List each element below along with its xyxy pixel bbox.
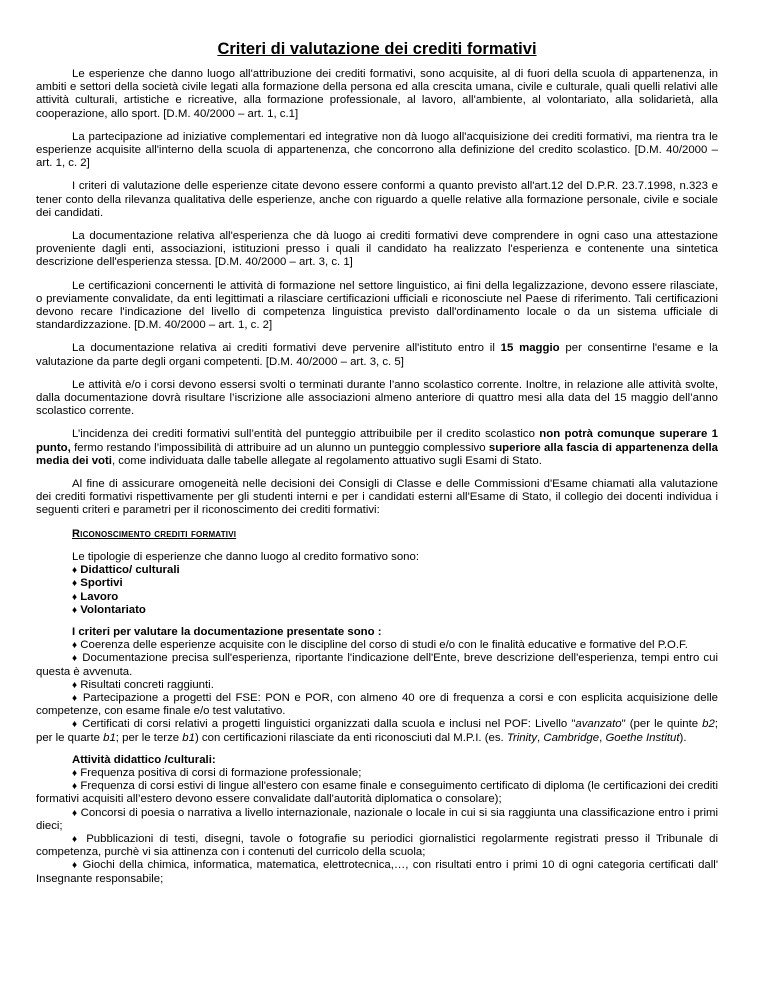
- criteria-item: [36, 652, 718, 678]
- activity-item: [36, 807, 718, 833]
- criteria-text: ).: [679, 731, 687, 744]
- activity-item: [36, 767, 718, 780]
- activity-text: Frequenza positiva di corsi di formazione professionale;: [80, 766, 362, 779]
- evaluation-criteria-list: [36, 626, 718, 745]
- criteria-heading: I criteri per valutare la documentazione presentate sono :: [72, 625, 382, 638]
- diamond-bullet-icon: ♦: [72, 719, 79, 731]
- document-title: Criteri di valutazione dei crediti formativi: [217, 40, 537, 58]
- experience-type-item: [72, 604, 718, 617]
- section-title-recognition: Riconoscimento crediti formativi: [72, 527, 237, 540]
- paragraph-credit-incidence: [36, 428, 718, 468]
- diamond-bullet-icon: ♦: [72, 767, 78, 779]
- incidence-band: superiore alla fascia di appartenenza della media dei voti: [36, 441, 718, 467]
- level-code: b1: [182, 731, 195, 744]
- incidence-text-1: L’incidenza dei crediti formativi sull’entità del punteggio attribuibile per il credito scolastico: [72, 428, 540, 441]
- activity-item: [36, 780, 718, 806]
- activity-text: Concorsi di poesia o narrativa a livello internazionale, nazionale o locale in cui si sia raggiunta una classificazione entro i primi dieci;: [36, 806, 718, 832]
- diamond-bullet-icon: ♦: [72, 860, 79, 872]
- activity-text: Pubblicazioni di testi, disegni, tavole o fotografie su periodici giornalistici regolarmente registrati presso il Tribunale di competenza, purchè vi sia attinenza con i contenuti del curricolo della scuola;: [36, 832, 718, 859]
- activities-heading: Attività didattico /culturali:: [72, 753, 216, 766]
- criteria-text: Coerenza delle esperienze acquisite con le discipline del corso di studi e/o con le finalità educative e formative del P.O.F.: [80, 639, 688, 652]
- criteria-text: ,: [599, 731, 606, 744]
- experience-type-item: [72, 564, 718, 577]
- deadline-text-before: La documentazione relativa ai crediti formativi deve pervenire all'istituto entro il: [72, 342, 501, 355]
- incidence-text-2: fermo restando l’impossibilità di attribuire ad un alunno un punteggio complessivo: [70, 441, 489, 454]
- experience-type-label: Sportivi: [80, 577, 123, 590]
- paragraph-complementary-initiatives: La partecipazione ad iniziative complementari ed integrative non dà luogo all'acquisizione dei crediti formativi, ma rientra tra le esperienze acquisite all'interno della scuola di appartenenza, che concorrono alla definizione del credito scolastico. [D.M. 40/2000 – art. 1, c. 2]: [36, 130, 718, 170]
- experience-types-intro: Le tipologie di esperienze che danno luogo al credito formativo sono:: [72, 550, 420, 563]
- level-name: avanzato: [575, 718, 622, 731]
- criteria-item: [36, 679, 718, 692]
- criteria-text: ) con certificazioni rilasciate da enti riconosciuti dal M.P.I. (es.: [194, 731, 507, 744]
- criteria-text: ; per le terze: [115, 731, 183, 744]
- criteria-item: [36, 718, 718, 744]
- diamond-bullet-icon: ♦: [72, 679, 78, 691]
- incidence-limit: non potrà comunque superare 1 punto,: [36, 428, 718, 454]
- diamond-bullet-icon: ♦: [72, 781, 78, 793]
- criteria-text: Risultati concreti raggiunti.: [80, 678, 214, 691]
- criteria-text: Partecipazione a progetti del FSE: PON e POR, con almeno 40 ore di frequenza a corsi e con esplicita acquisizione delle competenze, con esame finale e/o test valutativo.: [36, 691, 718, 718]
- experience-type-item: [72, 591, 718, 604]
- certifier-name: Goethe Institut: [605, 731, 680, 744]
- experience-type-label: Volontariato: [80, 603, 146, 616]
- deadline-date: 15 maggio: [500, 342, 560, 355]
- experience-type-label: Lavoro: [80, 590, 119, 603]
- paragraph-documentation: La documentazione relativa all'esperienza che dà luogo ai crediti formativi deve comprendere in ogni caso una attestazione proveniente dagli enti, associazioni, istituzioni presso i quali il candidato ha realizzato l'esperienza e contenente una sintetica descrizione dell'esperienza stessa. [D.M. 40/2000 – art. 3, c. 1]: [36, 230, 718, 269]
- level-code: b2: [702, 718, 715, 731]
- criteria-text: " (per le quinte: [621, 718, 703, 731]
- activity-item: [36, 859, 718, 885]
- activity-text: Frequenza di corsi estivi di lingue all'estero con esame finale e conseguimento certificato di diploma (le certificazioni dei crediti formativi acquisiti all’estero devono essere convalidate dall'autorità diplomatica o consolare);: [36, 780, 719, 806]
- experience-type-item: [72, 577, 718, 590]
- criteria-item: [36, 639, 718, 652]
- diamond-bullet-icon: ♦: [72, 578, 78, 590]
- diamond-bullet-icon: ♦: [72, 653, 79, 665]
- paragraph-deadline: [36, 342, 718, 368]
- criteria-text: Certificati di corsi relativi a progetti linguistici organizzati dalla scuola e inclusi nel POF: Livello ": [82, 718, 576, 731]
- criteria-text: Documentazione precisa sull'esperienza, riportante l'indicazione dell'Ente, breve descrizione dell'esperienza, tempi entro cui questa è avvenuta.: [36, 652, 718, 678]
- certifier-name: Trinity: [506, 731, 538, 744]
- certifier-name: Cambridge: [543, 731, 600, 744]
- incidence-text-3: , come individuata dalle tabelle allegate al regolamento attuativo sugli Esami di Stato.: [111, 454, 542, 467]
- diamond-bullet-icon: ♦: [72, 833, 81, 845]
- activity-item: [36, 833, 718, 859]
- experience-types-list: [72, 551, 718, 617]
- paragraph-council-decisions: Al fine di assicurare omogeneità nelle decisioni dei Consigli di Classe e delle Commissioni d'Esame chiamati alla valutazione dei crediti formativi rispettivamente per gli studenti interni e per i candidati esterni all'Esame di Stato, il collegio dei docenti individua i seguenti criteri e parametri per il riconoscimento dei crediti formativi:: [36, 478, 718, 517]
- paragraph-evaluation-criteria: I criteri di valutazione delle esperienze citate devono essere conformi a quanto previsto all'art.12 del D.P.R. 23.7.1998, n.323 e tener conto della rilevanza qualitativa delle esperienze, anche con riguardo a quelle relative alla formazione personale, civile e sociale dei candidati.: [36, 180, 718, 219]
- diamond-bullet-icon: ♦: [72, 604, 78, 616]
- diamond-bullet-icon: ♦: [72, 807, 78, 819]
- criteria-item: [36, 692, 718, 718]
- diamond-bullet-icon: ♦: [72, 692, 79, 704]
- activities-list: [36, 754, 718, 886]
- diamond-bullet-icon: ♦: [72, 640, 78, 652]
- paragraph-activity-period: Le attività e/o i corsi devono essersi svolti o terminati durante l’anno scolastico corrente. Inoltre, in relazione alle attività svolte, dalla documentazione dovrà risultare l’iscrizione alle associazioni almeno anteriore di quattro mesi alla data del 15 maggio dell’anno scolastico corrente.: [36, 378, 718, 418]
- level-code: b1: [103, 731, 116, 744]
- criteria-text: ,: [537, 731, 544, 744]
- activity-text: Giochi della chimica, informatica, matematica, elettrotecnica,…, con risultati entro i primi 10 di ogni categoria certificati dall' Insegnante responsabile;: [36, 859, 719, 885]
- deadline-text-after: per consentirne l'esame e la valutazione da parte degli organi competenti. [D.M. 40/2000 – art. 3, c. 5]: [36, 342, 718, 368]
- document-page: [36, 0, 718, 886]
- diamond-bullet-icon: ♦: [72, 565, 78, 577]
- criteria-text: ; per le quarte: [36, 718, 719, 744]
- paragraph-language-certifications: Le certificazioni concernenti le attività di formazione nel settore linguistico, ai fini della legalizzazione, devono essere rilasciate, o previamente convalidate, da enti legittimati a rilasciare certificazioni ufficiali e riconosciute nel Paese di riferimento. Tali certificazioni devono recare l'indicazione del livello di competenza linguistica previsto dall'ordinamento locale o da un sistema ufficiale di standardizzazione. [D.M. 40/2000 – art. 1, c. 2]: [36, 279, 718, 332]
- experience-type-label: Didattico/ culturali: [80, 564, 180, 577]
- paragraph-scope: Le esperienze che danno luogo all'attribuzione dei crediti formativi, sono acquisite, al di fuori della scuola di appartenenza, in ambiti e settori della società civile legati alla formazione della persona ed alla crescita umana, civile e culturale, quali quelli relativi alle attività culturali, artistiche e ricreative, alla formazione professionale, al lavoro, all'ambiente, al volontariato, alla solidarietà, alla cooperazione, allo sport. [D.M. 40/2000 – art. 1, c.1]: [36, 68, 718, 120]
- diamond-bullet-icon: ♦: [72, 591, 78, 603]
